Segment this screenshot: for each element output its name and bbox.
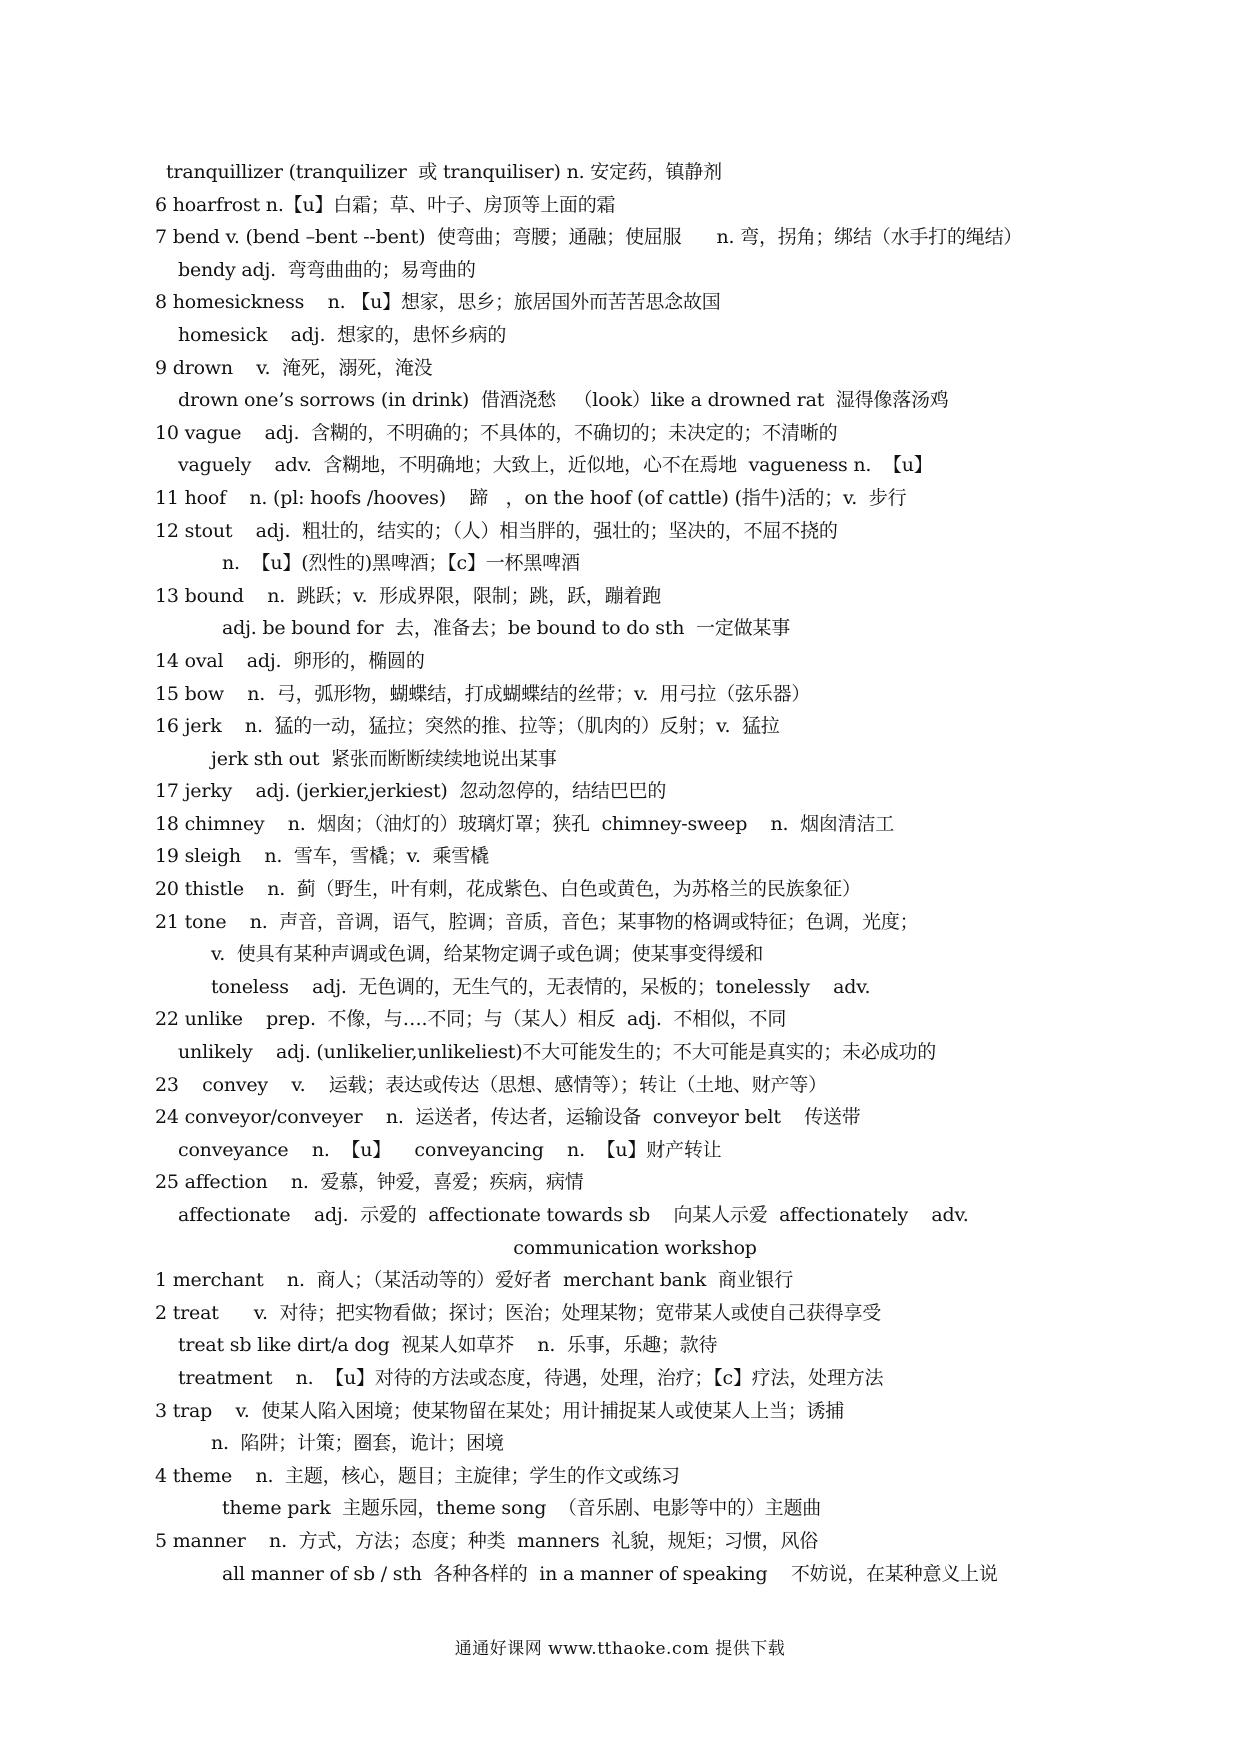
entry-line: 3 trap v. 使某人陷入困境；使某物留在某处；用计捕捉某人或使某人上当；诱捕 <box>155 1399 845 1422</box>
section-heading: communication workshop <box>513 1236 757 1259</box>
entry-line: treat sb like dirt/a dog 视某人如草芥 n. 乐事，乐趣；款待 <box>178 1334 718 1357</box>
entry-line: 1 merchant n. 商人；（某活动等的）爱好者 merchant bank 商业银行 <box>155 1269 794 1292</box>
entry-line: 23 convey v. 运载；表达或传达（思想、感情等）；转让（土地、财产等） <box>155 1073 827 1096</box>
entry-line: adj. be bound for 去，准备去；be bound to do sth 一定做某事 <box>222 617 790 640</box>
footer-text: 通通好课网 www.tthaoke.com 提供下载 <box>454 1639 786 1659</box>
entry-line: v. 使具有某种声调或色调，给某物定调子或色调；使某事变得缓和 <box>211 943 764 966</box>
entry-line: 15 bow n. 弓，弧形物，蝴蝶结，打成蝴蝶结的丝带；v. 用弓拉（弦乐器） <box>155 682 811 705</box>
entry-line: tranquillizer (tranquilizer 或 tranquiliser) n. 安定药，镇静剂 <box>166 161 722 183</box>
document-body <box>0 156 1240 1590</box>
entry-line: 20 thistle n. 蓟（野生，叶有刺，花成紫色、白色或黄色，为苏格兰的民族象征） <box>155 878 861 901</box>
entry-line: drown one’s sorrows (in drink) 借酒浇愁 （look）like a drowned rat 湿得像落汤鸡 <box>178 389 949 412</box>
entry-line: 22 unlike prep. 不像，与….不同；与（某人）相反 adj. 不相似，不同 <box>155 1008 787 1031</box>
entry-line: 19 sleigh n. 雪车，雪橇；v. 乘雪橇 <box>155 845 489 868</box>
entry-line: 21 tone n. 声音，音调，语气，腔调；音质，音色；某事物的格调或特征；色调，光度； <box>155 910 919 933</box>
entry-line: treatment n. 【u】对待的方法或态度，待遇，处理，治疗；【c】疗法，处理方法 <box>178 1366 884 1389</box>
entry-line: 5 manner n. 方式，方法；态度；种类 manners 礼貌，规矩；习惯，风俗 <box>155 1529 819 1552</box>
entry-line: 16 jerk n. 猛的一动，猛拉；突然的推、拉等；（肌肉的）反射；v. 猛拉 <box>155 715 780 738</box>
entry-line: 7 bend v. (bend –bent --bent) 使弯曲；弯腰；通融；使屈服 n. 弯，拐角；绑结（水手打的绳结） <box>155 226 1023 249</box>
entry-line: conveyance n. 【u】 conveyancing n. 【u】财产转让 <box>178 1138 722 1161</box>
entry-line: 11 hoof n. (pl: hoofs /hooves) 蹄 ，on the hoof (of cattle) (指牛)活的；v. 步行 <box>155 486 907 509</box>
entry-line: 9 drown v. 淹死，溺死，淹没 <box>155 356 433 379</box>
entry-line: 12 stout adj. 粗壮的，结实的；（人）相当胖的，强壮的；坚决的，不屈不挠的 <box>155 519 838 542</box>
entry-line: 4 theme n. 主题，核心，题目；主旋律；学生的作文或练习 <box>155 1464 680 1487</box>
entry-line: 24 conveyor/conveyer n. 运送者，传达者，运输设备 conveyor belt 传送带 <box>155 1106 861 1129</box>
entry-line: 18 chimney n. 烟囱；（油灯的）玻璃灯罩；狭孔 chimney-sweep n. 烟囱清洁工 <box>155 812 895 835</box>
entry-line: 17 jerky adj. (jerkier,jerkiest) 忽动忽停的，结结巴巴的 <box>155 780 667 803</box>
entry-line: toneless adj. 无色调的，无生气的，无表情的，呆板的；tonelessly adv. <box>211 975 871 998</box>
entry-line: 25 affection n. 爱慕，钟爱，喜爱；疾病，病情 <box>155 1171 584 1194</box>
entry-line: affectionate adj. 示爱的 affectionate towards sb 向某人示爱 affectionately adv. <box>178 1204 969 1226</box>
entry-line: n. 【u】(烈性的)黑啤酒；【c】一杯黑啤酒 <box>222 552 580 575</box>
entry-line: 14 oval adj. 卵形的，椭圆的 <box>155 649 425 672</box>
entry-line: bendy adj. 弯弯曲曲的；易弯曲的 <box>178 258 476 281</box>
entry-line: 10 vague adj. 含糊的，不明确的；不具体的，不确切的；未决定的；不清晰的 <box>155 421 838 444</box>
entry-line: 8 homesickness n. 【u】想家，思乡；旅居国外而苦苦思念故国 <box>155 291 721 314</box>
entry-line: all manner of sb / sth 各种各样的 in a manner of speaking 不妨说，在某种意义上说 <box>222 1562 998 1585</box>
entry-line: homesick adj. 想家的，患怀乡病的 <box>178 323 507 346</box>
entry-line: 6 hoarfrost n.【u】白霜；草、叶子、房顶等上面的霜 <box>155 193 616 216</box>
entry-line: 13 bound n. 跳跃；v. 形成界限，限制；跳，跃，蹦着跑 <box>155 584 661 607</box>
entry-line: theme park 主题乐园，theme song （音乐剧、电影等中的）主题曲 <box>222 1497 822 1520</box>
entry-line: jerk sth out 紧张而断断续续地说出某事 <box>211 747 557 770</box>
entry-line: vaguely adv. 含糊地，不明确地；大致上，近似地，心不在焉地 vagueness n. 【u】 <box>178 454 933 477</box>
entry-line: 2 treat v. 对待；把实物看做；探讨；医治；处理某物；宽带某人或使自己获得享受 <box>155 1301 882 1324</box>
entry-line: unlikely adj. (unlikelier,unlikeliest)不大可能发生的；不大可能是真实的；未必成功的 <box>178 1041 937 1064</box>
entry-line: n. 陷阱；计策；圈套，诡计；困境 <box>211 1432 504 1455</box>
